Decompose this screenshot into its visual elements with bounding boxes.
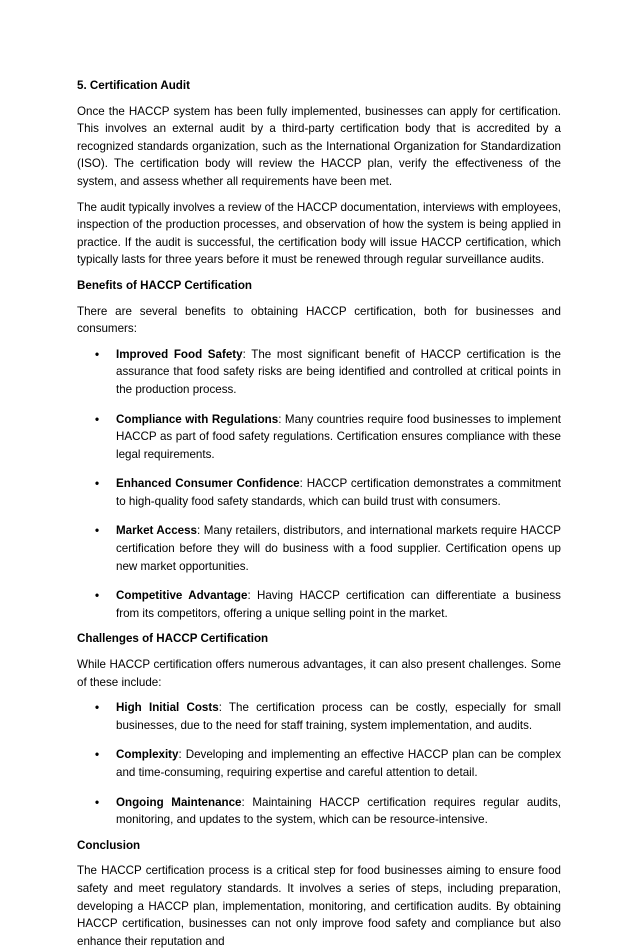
bullet-icon: •	[95, 701, 100, 715]
conclusion-heading: Conclusion	[77, 838, 141, 852]
conclusion-paragraph: The HACCP certification process is a critical step for food businesses aiming to ensure food safety and meet regulatory standards. It involves a series of steps, including preparation, developing a HACCP plan, implementation, monitoring, and certification audits. By obtaining HACCP certification, businesses can not only improve food safety and compliance but also enhance their reputation and	[77, 864, 561, 948]
benefit-text: : HACCP certification demonstrates a commitment to high-quality food safety standards, which can build trust with consumers.	[116, 477, 561, 508]
benefit-item	[77, 522, 561, 575]
benefit-item	[77, 587, 561, 622]
benefits-list	[77, 346, 561, 623]
bullet-icon: •	[95, 477, 100, 491]
bullet-icon: •	[95, 412, 100, 426]
audit-paragraph-2: The audit typically involves a review of the HACCP documentation, interviews with employees, inspection of the production processes, and observation of how the system is being applied in practice. If the audit is successful, the certification body will issue HACCP certification, which typically lasts for three years before it must be renewed through regular surveillance audits.	[77, 200, 561, 267]
benefit-item	[77, 411, 561, 464]
benefit-item	[77, 346, 561, 399]
benefit-term: Enhanced Consumer Confidence	[116, 477, 300, 491]
benefit-term: Market Access	[116, 524, 198, 538]
benefits-heading: Benefits of HACCP Certification	[77, 278, 252, 292]
challenge-text: : The certification process can be costly, especially for small businesses, due to the need for staff training, system implementation, and audits.	[116, 701, 562, 732]
challenge-text: : Developing and implementing an effective HACCP plan can be complex and time-consuming, requiring expertise and careful attention to detail.	[116, 748, 561, 779]
challenge-item	[77, 794, 561, 829]
challenge-item	[77, 699, 561, 734]
benefit-item	[77, 475, 561, 510]
benefit-text: : The most significant benefit of HACCP certification is the assurance that food safety risks are being identified and controlled at critical points in the production process.	[116, 347, 561, 396]
bullet-icon: •	[95, 347, 100, 361]
bullet-icon: •	[95, 795, 100, 809]
challenge-item	[77, 746, 561, 781]
benefit-text: : Having HACCP certification can differentiate a business from its competitors, offering a unique selling point in the market.	[116, 589, 561, 620]
benefit-term: Compliance with Regulations	[116, 412, 279, 426]
challenge-text: : Maintaining HACCP certification requires regular audits, monitoring, and updates to the system, which can be resource-intensive.	[116, 795, 561, 827]
challenge-term: High Initial Costs	[116, 701, 219, 715]
benefit-term: Competitive Advantage	[116, 589, 248, 603]
challenges-list	[77, 699, 561, 829]
challenges-heading: Challenges of HACCP Certification	[77, 632, 269, 646]
benefits-intro: There are several benefits to obtaining HACCP certification, both for businesses and consumers:	[77, 304, 561, 336]
bullet-icon: •	[95, 524, 100, 538]
challenge-term: Ongoing Maintenance	[116, 795, 242, 809]
audit-heading: 5. Certification Audit	[77, 79, 190, 92]
benefit-text: : Many countries require food businesses to implement HACCP as part of food safety regulations. Certification ensures compliance with these legal requirements.	[116, 412, 562, 461]
benefit-term: Improved Food Safety	[116, 347, 243, 361]
bullet-icon: •	[95, 748, 100, 762]
benefit-text: : Many retailers, distributors, and international markets require HACCP certification before they will do business with a food supplier. Certification opens up new market opportunities.	[116, 524, 561, 573]
audit-paragraph-1: Once the HACCP system has been fully implemented, businesses can apply for certification. This involves an external audit by a third-party certification body that is accredited by a recognized standards organization, such as the International Organization for Standardization (ISO). The certification body will review the HACCP plan, verify the effectiveness of the system, and assess whether all requirements have been met.	[77, 104, 561, 188]
challenge-term: Complexity	[116, 748, 179, 762]
bullet-icon: •	[95, 589, 100, 603]
challenges-intro: While HACCP certification offers numerous advantages, it can also present challenges. Some of these include:	[77, 658, 561, 689]
